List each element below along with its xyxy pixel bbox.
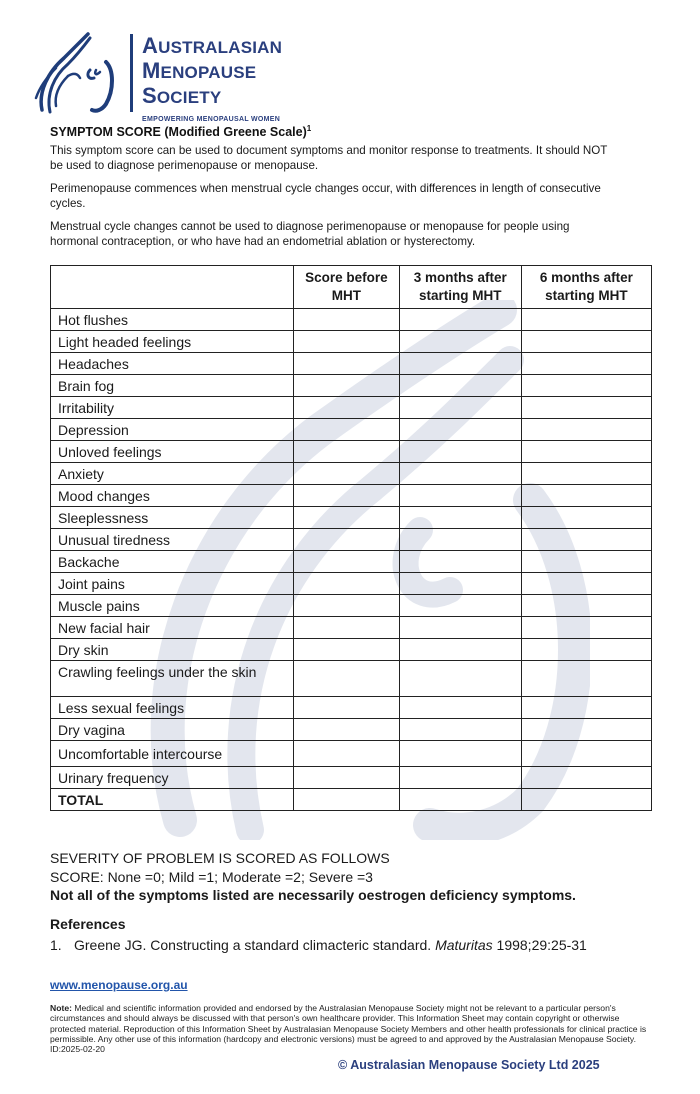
symptom-score-table bbox=[50, 265, 652, 811]
reference-citation: 1998;29:25-31 bbox=[492, 937, 587, 953]
score-cell[interactable] bbox=[399, 419, 521, 441]
title-footnote-marker: 1 bbox=[306, 124, 312, 133]
score-cell[interactable] bbox=[521, 331, 651, 353]
intro-paragraph-3: Menstrual cycle changes cannot be used to diagnose perimenopause or menopause for people using hormonal contraception, or who have had an endometrial ablation or hysterectomy. bbox=[50, 220, 570, 248]
reference-item bbox=[50, 936, 610, 955]
severity-score-line: SCORE: None =0; Mild =1; Moderate =2; Severe =3 bbox=[50, 868, 373, 885]
score-cell[interactable] bbox=[399, 397, 521, 419]
symptom-label: Depression bbox=[51, 419, 294, 441]
table-row bbox=[51, 617, 652, 639]
symptom-label: Dry vagina bbox=[51, 719, 294, 741]
score-cell[interactable] bbox=[294, 595, 399, 617]
disclaimer-note bbox=[50, 1003, 650, 1054]
copyright-line: © Australasian Menopause Society Ltd 2025 bbox=[338, 1058, 600, 1072]
score-cell[interactable] bbox=[294, 719, 399, 741]
score-cell[interactable] bbox=[521, 397, 651, 419]
symptom-label: Dry skin bbox=[51, 639, 294, 661]
score-cell[interactable] bbox=[521, 375, 651, 397]
score-cell[interactable] bbox=[399, 617, 521, 639]
woman-silhouette-icon bbox=[34, 32, 126, 116]
score-cell[interactable] bbox=[521, 741, 651, 767]
score-cell[interactable] bbox=[294, 507, 399, 529]
score-cell[interactable] bbox=[294, 463, 399, 485]
header-symptom bbox=[51, 266, 294, 309]
score-cell[interactable] bbox=[294, 551, 399, 573]
logo-initial-s: S bbox=[142, 83, 157, 108]
logo-divider bbox=[130, 34, 133, 112]
references-heading: References bbox=[50, 916, 126, 932]
score-cell[interactable] bbox=[399, 551, 521, 573]
score-cell[interactable] bbox=[399, 595, 521, 617]
logo-wordmark bbox=[142, 34, 282, 131]
table-row bbox=[51, 573, 652, 595]
score-cell[interactable] bbox=[294, 741, 399, 767]
symptom-label: Anxiety bbox=[51, 463, 294, 485]
logo-initial-m: M bbox=[142, 58, 161, 83]
score-cell[interactable] bbox=[399, 441, 521, 463]
score-cell[interactable] bbox=[399, 573, 521, 595]
score-cell[interactable] bbox=[399, 741, 521, 767]
intro-paragraph-1: This symptom score can be used to document symptoms and monitor response to treatments. It should NOT be used to diagnose perimenopause or menopause. bbox=[50, 144, 608, 172]
reference-journal: Maturitas bbox=[435, 937, 493, 953]
table-row bbox=[51, 441, 652, 463]
header-6-months: 6 months after starting MHT bbox=[521, 266, 651, 309]
symptom-label: Unloved feelings bbox=[51, 441, 294, 463]
table-row bbox=[51, 309, 652, 331]
score-cell[interactable] bbox=[399, 719, 521, 741]
table-row bbox=[51, 485, 652, 507]
score-cell[interactable] bbox=[294, 353, 399, 375]
symptom-label: Irritability bbox=[51, 397, 294, 419]
score-cell[interactable] bbox=[521, 595, 651, 617]
symptom-label: Urinary frequency bbox=[51, 767, 294, 789]
score-cell[interactable] bbox=[294, 331, 399, 353]
score-cell[interactable] bbox=[294, 309, 399, 331]
table-row bbox=[51, 353, 652, 375]
score-cell[interactable] bbox=[294, 767, 399, 789]
table-row bbox=[51, 507, 652, 529]
symptom-label: Hot flushes bbox=[51, 309, 294, 331]
symptom-label: Joint pains bbox=[51, 573, 294, 595]
website-link[interactable]: www.menopause.org.au bbox=[50, 978, 188, 992]
symptom-label: Headaches bbox=[51, 353, 294, 375]
score-cell[interactable] bbox=[521, 697, 651, 719]
score-cell[interactable] bbox=[399, 661, 521, 697]
score-cell[interactable] bbox=[521, 309, 651, 331]
symptom-label: New facial hair bbox=[51, 617, 294, 639]
score-cell[interactable] bbox=[521, 529, 651, 551]
table-header-row bbox=[51, 266, 652, 309]
score-cell[interactable] bbox=[399, 697, 521, 719]
score-cell[interactable] bbox=[294, 697, 399, 719]
symptom-label: Backache bbox=[51, 551, 294, 573]
reference-number: 1. bbox=[50, 937, 62, 953]
score-cell[interactable] bbox=[521, 617, 651, 639]
score-cell[interactable] bbox=[294, 573, 399, 595]
score-cell[interactable] bbox=[294, 529, 399, 551]
intro-paragraph-2: Perimenopause commences when menstrual cycle changes occur, with differences in length of consecutive cycles. bbox=[50, 182, 601, 210]
reference-text: Greene JG. Constructing a standard climacteric standard. bbox=[74, 937, 436, 953]
score-cell[interactable] bbox=[399, 375, 521, 397]
table-row bbox=[51, 397, 652, 419]
score-cell[interactable] bbox=[521, 661, 651, 697]
table-row bbox=[51, 719, 652, 741]
symptom-label: Unusual tiredness bbox=[51, 529, 294, 551]
score-cell[interactable] bbox=[399, 767, 521, 789]
table-row bbox=[51, 551, 652, 573]
total-cell[interactable] bbox=[399, 789, 521, 811]
table-row bbox=[51, 697, 652, 719]
score-cell[interactable] bbox=[521, 353, 651, 375]
score-cell[interactable] bbox=[399, 507, 521, 529]
symptom-label: Light headed feelings bbox=[51, 331, 294, 353]
header-score-before: Score before MHT bbox=[294, 266, 399, 309]
total-cell[interactable] bbox=[294, 789, 399, 811]
score-cell[interactable] bbox=[521, 463, 651, 485]
severity-heading: SEVERITY OF PROBLEM IS SCORED AS FOLLOWS bbox=[50, 850, 390, 866]
header-3-months: 3 months after starting MHT bbox=[399, 266, 521, 309]
score-cell[interactable] bbox=[399, 309, 521, 331]
symptom-label: Less sexual feelings bbox=[51, 697, 294, 719]
symptom-label: Crawling feelings under the skin bbox=[51, 661, 294, 697]
score-cell[interactable] bbox=[399, 529, 521, 551]
score-cell[interactable] bbox=[294, 617, 399, 639]
severity-warning: Not all of the symptoms listed are necessarily oestrogen deficiency symptoms. bbox=[50, 887, 576, 903]
score-cell[interactable] bbox=[294, 397, 399, 419]
score-cell[interactable] bbox=[521, 419, 651, 441]
society-logo bbox=[34, 32, 314, 123]
score-cell[interactable] bbox=[521, 441, 651, 463]
note-text: Medical and scientific information provided and endorsed by the Australasian Menopause Society might not be relevant to a particular person's circumstances and should always be discussed with that person's own healthcare provider. This Information Sheet may contain copyright or otherwise protected material. Reproduction of this Information Sheet by Australasian Menopause Society Members and other health professionals for clinical practice is permissible. Any other use of this information (hardcopy and electronic versions) must be agreed to and approved by the Australasian Menopause Society. ID:2025-02-20 bbox=[50, 1003, 647, 1055]
table-row bbox=[51, 331, 652, 353]
score-cell[interactable] bbox=[521, 551, 651, 573]
table-row bbox=[51, 595, 652, 617]
table-row bbox=[51, 463, 652, 485]
score-cell[interactable] bbox=[294, 661, 399, 697]
score-cell[interactable] bbox=[294, 441, 399, 463]
score-cell[interactable] bbox=[294, 639, 399, 661]
score-cell[interactable] bbox=[294, 485, 399, 507]
logo-word-society: OCIETY bbox=[156, 88, 222, 107]
table-row bbox=[51, 767, 652, 789]
score-cell[interactable] bbox=[399, 331, 521, 353]
symptom-label: Muscle pains bbox=[51, 595, 294, 617]
score-cell[interactable] bbox=[399, 463, 521, 485]
table-row bbox=[51, 529, 652, 551]
score-cell[interactable] bbox=[521, 507, 651, 529]
table-row bbox=[51, 419, 652, 441]
score-cell[interactable] bbox=[294, 419, 399, 441]
table-row bbox=[51, 375, 652, 397]
score-cell[interactable] bbox=[399, 353, 521, 375]
table-row bbox=[51, 639, 652, 661]
score-cell[interactable] bbox=[521, 767, 651, 789]
page-title bbox=[50, 124, 311, 139]
logo-word-menopause: ENOPAUSE bbox=[160, 63, 257, 82]
score-cell[interactable] bbox=[521, 639, 651, 661]
score-cell[interactable] bbox=[521, 573, 651, 595]
symptom-label: Uncomfortable intercourse bbox=[51, 741, 294, 767]
logo-initial-a: A bbox=[142, 33, 159, 58]
score-cell[interactable] bbox=[399, 485, 521, 507]
total-cell[interactable] bbox=[521, 789, 651, 811]
table-row bbox=[51, 741, 652, 767]
symptom-label: Mood changes bbox=[51, 485, 294, 507]
symptom-label: Brain fog bbox=[51, 375, 294, 397]
page-title-text: SYMPTOM SCORE (Modified Greene Scale) bbox=[50, 125, 307, 140]
note-label: Note: bbox=[50, 1003, 72, 1013]
severity-section bbox=[50, 849, 576, 905]
score-cell[interactable] bbox=[399, 639, 521, 661]
total-row bbox=[51, 789, 652, 811]
table-row bbox=[51, 661, 652, 697]
score-cell[interactable] bbox=[521, 485, 651, 507]
logo-tagline: EMPOWERING MENOPAUSAL WOMEN bbox=[142, 116, 281, 123]
score-cell[interactable] bbox=[294, 375, 399, 397]
total-label: TOTAL bbox=[51, 789, 294, 811]
logo-word-australasian: USTRALASIAN bbox=[158, 38, 283, 57]
score-cell[interactable] bbox=[521, 719, 651, 741]
symptom-label: Sleeplessness bbox=[51, 507, 294, 529]
table-body bbox=[51, 309, 652, 811]
